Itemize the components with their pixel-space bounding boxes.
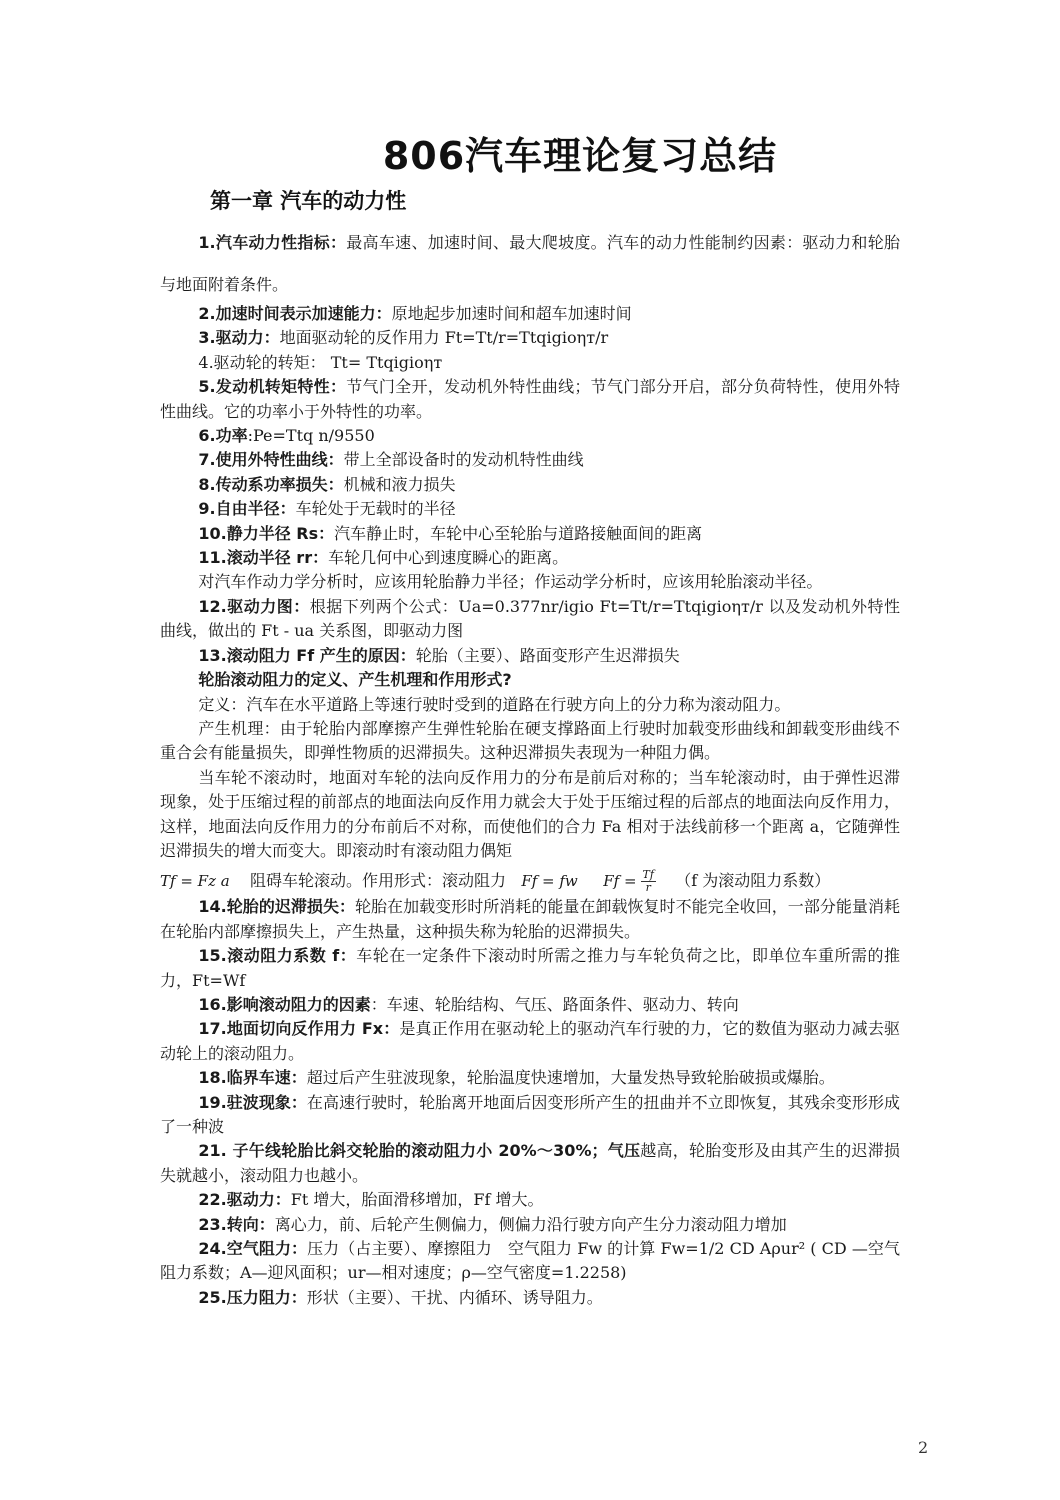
list-item bbox=[160, 424, 900, 448]
item-text: 车轮几何中心到速度瞬心的距离。 bbox=[328, 548, 569, 568]
list-item bbox=[160, 522, 900, 546]
list-item bbox=[160, 1066, 900, 1090]
item-term: 18.临界车速： bbox=[198, 1068, 307, 1088]
item-text: 产生机理：由于轮胎内部摩擦产生弹性轮胎在硬支撑路面上行驶时加载变形曲线和卸载变形曲线不重合会有能量损失，即弹性物质的迟滞损失。这种迟滞损失表现为一种阻力偶。 bbox=[160, 718, 900, 763]
item-text: 地面驱动轮的反作用力 Ft=Tt/r=Ttqigioηт/r bbox=[279, 328, 609, 348]
item-text: 轮胎（主要）、路面变形产生迟滞损失 bbox=[415, 645, 680, 665]
list-item bbox=[160, 1091, 900, 1140]
page-number: 2 bbox=[918, 1438, 929, 1457]
item-term: 16.影响滚动阻力的因素 bbox=[198, 994, 371, 1014]
item-text: 越高，轮胎变形及由其产生的迟滞损失就越小，滚动阻力也越小。 bbox=[160, 1141, 900, 1185]
item-text: 4.驱动轮的转矩： Tt= Ttqigioηт bbox=[198, 352, 443, 372]
item-term: 1.汽车动力性指标： bbox=[198, 233, 347, 252]
list-item bbox=[160, 570, 900, 594]
item-text: 轮胎在加载变形时所消耗的能量在卸载恢复时不能完全收回，一部分能量消耗在轮胎内部摩擦损失上，产生热量，这种损失称为轮胎的迟滞损失。 bbox=[160, 897, 900, 941]
item-term: 5.发动机转矩特性： bbox=[198, 377, 347, 397]
chapter-heading: 第一章 汽车的动力性 bbox=[210, 189, 407, 213]
item-term: 12.驱动力图： bbox=[198, 596, 310, 616]
formula-ff2-lhs: Ff = bbox=[603, 872, 637, 891]
list-item bbox=[160, 944, 900, 993]
item-text: 车轮处于无载时的半径 bbox=[295, 499, 456, 519]
item-term: 15.滚动阻力系数 f： bbox=[198, 946, 357, 966]
list-item bbox=[160, 473, 900, 497]
item-term: 24.空气阻力： bbox=[198, 1239, 308, 1259]
item-text: 当车轮不滚动时，地面对车轮的法向反作用力的分布是前后对称的；当车轮滚动时，由于弹性迟滞现象，处于压缩过程的前部点的地面法向反作用力就会大于处于压缩过程的后部点的地面法向反作用力，这样，地面法向反作用力的分布前后不对称，而使他们的合力 Fa 相对于法线前移一个距离 a，它随弹性迟滞损失的增大而变大。即滚动时有滚动阻力偶矩 bbox=[160, 767, 900, 860]
list-item bbox=[160, 717, 900, 766]
item-text: 对汽车作动力学分析时，应该用轮胎静力半径；作运动学分析时，应该用轮胎滚动半径。 bbox=[198, 572, 823, 592]
list-item bbox=[160, 993, 900, 1017]
list-item bbox=[160, 351, 900, 375]
item-text: 原地起步加速时间和超车加速时间 bbox=[391, 304, 632, 323]
item-term: 22.驱动力： bbox=[198, 1190, 291, 1210]
item-term: 8.传动系功率损失： bbox=[198, 474, 344, 494]
item-text: 形状（主要）、干扰、内循环、诱导阻力。 bbox=[306, 1287, 603, 1307]
item-text: 带上全部设备时的发动机特性曲线 bbox=[343, 450, 584, 470]
item-term: 11.滚动半径 rr： bbox=[198, 548, 329, 568]
list-item bbox=[160, 326, 900, 350]
fraction-denominator: r bbox=[645, 881, 651, 895]
item-term: 14.轮胎的迟滞损失： bbox=[198, 897, 355, 917]
list-item bbox=[160, 1237, 900, 1286]
item-term: 25.压力阻力： bbox=[198, 1287, 307, 1307]
list-item bbox=[160, 766, 900, 864]
list-item bbox=[160, 668, 900, 692]
list-item bbox=[160, 448, 900, 472]
item-text: 根据下列两个公式：Ua=0.377nr/igio Ft=Tt/r=Ttqigioηт/r 以及发动机外特性曲线，做出的 Ft - ua 关系图，即驱动力图 bbox=[160, 596, 900, 641]
item-text: 节气门全开，发动机外特性曲线；节气门部分开启，部分负荷特性，使用外特性曲线。它的功率小于外特性的功率。 bbox=[160, 377, 900, 421]
formula-text: 阻碍车轮滚动。作用形式：滚动阻力 bbox=[250, 871, 507, 891]
item-text: 车轮在一定条件下滚动时所需之推力与车轮负荷之比，即单位车重所需的推力，Ft=Wf bbox=[160, 946, 900, 990]
list-item bbox=[160, 895, 900, 944]
formula-tail: （f 为滚动阻力系数） bbox=[675, 871, 831, 891]
item-term: 2.加速时间表示加速能力： bbox=[198, 304, 392, 323]
document-page bbox=[160, 130, 900, 1310]
item-text: 最高车速、加速时间、最大爬坡度。汽车的动力性能制约因素：驱动力和轮胎与地面附着条件。 bbox=[160, 233, 900, 294]
item-text: 压力（占主要）、摩擦阻力 空气阻力 Fw 的计算 Fw=1/2 CD Aρur² ( CD —空气阻力系数；A—迎风面积；ur—相对速度；ρ—空气密度=1.2258) bbox=[160, 1239, 900, 1283]
item-term: 17.地面切向反作用力 Fx： bbox=[198, 1019, 400, 1039]
fraction-numerator: Tf bbox=[642, 868, 654, 882]
list-item bbox=[160, 222, 900, 306]
item-text: 机械和液力损失 bbox=[343, 474, 456, 494]
item-list bbox=[160, 222, 900, 863]
list-item bbox=[160, 302, 900, 326]
item-text: ：车速、轮胎结构、气压、路面条件、驱动力、转向 bbox=[370, 994, 739, 1014]
list-item bbox=[160, 1286, 900, 1310]
item-term: 6.功率 bbox=[198, 426, 248, 446]
list-item bbox=[160, 1139, 900, 1188]
list-item bbox=[160, 644, 900, 668]
item-term: 13.滚动阻力 Ff 产生的原因： bbox=[198, 645, 416, 665]
list-item bbox=[160, 375, 900, 424]
item-list-2 bbox=[160, 895, 900, 1310]
list-item bbox=[160, 595, 900, 644]
formula-ff: Ff = fw bbox=[521, 872, 578, 891]
item-term: 7.使用外特性曲线： bbox=[198, 450, 344, 470]
item-text: 离心力，前、后轮产生侧偏力，侧偏力沿行驶方向产生分力滚动阻力增加 bbox=[274, 1214, 787, 1234]
item-text: 在高速行驶时，轮胎离开地面后因变形所产生的扭曲并不立即恢复，其残余变形形成了一种波 bbox=[160, 1092, 900, 1136]
item-term: 21. 子午线轮胎比斜交轮胎的滚动阻力小 20%～30%；气压 bbox=[198, 1141, 641, 1161]
item-term: 9.自由半径： bbox=[198, 499, 296, 519]
item-text: 定义：汽车在水平道路上等速行驶时受到的道路在行驶方向上的分力称为滚动阻力。 bbox=[198, 694, 791, 714]
list-item bbox=[160, 546, 900, 570]
list-item bbox=[160, 693, 900, 717]
list-item bbox=[160, 1017, 900, 1066]
item-text: :Pe=Ttq n/9550 bbox=[247, 426, 375, 446]
item-text: 是真正作用在驱动轮上的驱动汽车行驶的力，它的数值为驱动力减去驱动轮上的滚动阻力。 bbox=[160, 1019, 900, 1063]
list-item bbox=[160, 1188, 900, 1212]
item-term: 3.驱动力： bbox=[198, 328, 280, 348]
formula-tf: Tf = Fz a bbox=[160, 872, 230, 891]
item-term: 19.驻波现象： bbox=[198, 1092, 307, 1112]
item-text: 汽车静止时，车轮中心至轮胎与道路接触面间的距离 bbox=[334, 523, 703, 543]
list-item bbox=[160, 497, 900, 521]
document-title: 806汽车理论复习总结 bbox=[382, 134, 778, 178]
formula-fraction bbox=[641, 869, 656, 894]
formula-line bbox=[160, 867, 900, 895]
item-term: 23.转向： bbox=[198, 1214, 275, 1234]
item-text: Ft 增大，胎面滑移增加，Ff 增大。 bbox=[290, 1190, 544, 1210]
item-term: 10.静力半径 Rs： bbox=[198, 523, 335, 543]
item-term: 轮胎滚动阻力的定义、产生机理和作用形式? bbox=[198, 670, 512, 690]
item-text: 超过后产生驻波现象，轮胎温度快速增加，大量发热导致轮胎破损或爆胎。 bbox=[306, 1068, 835, 1088]
list-item bbox=[160, 1213, 900, 1237]
